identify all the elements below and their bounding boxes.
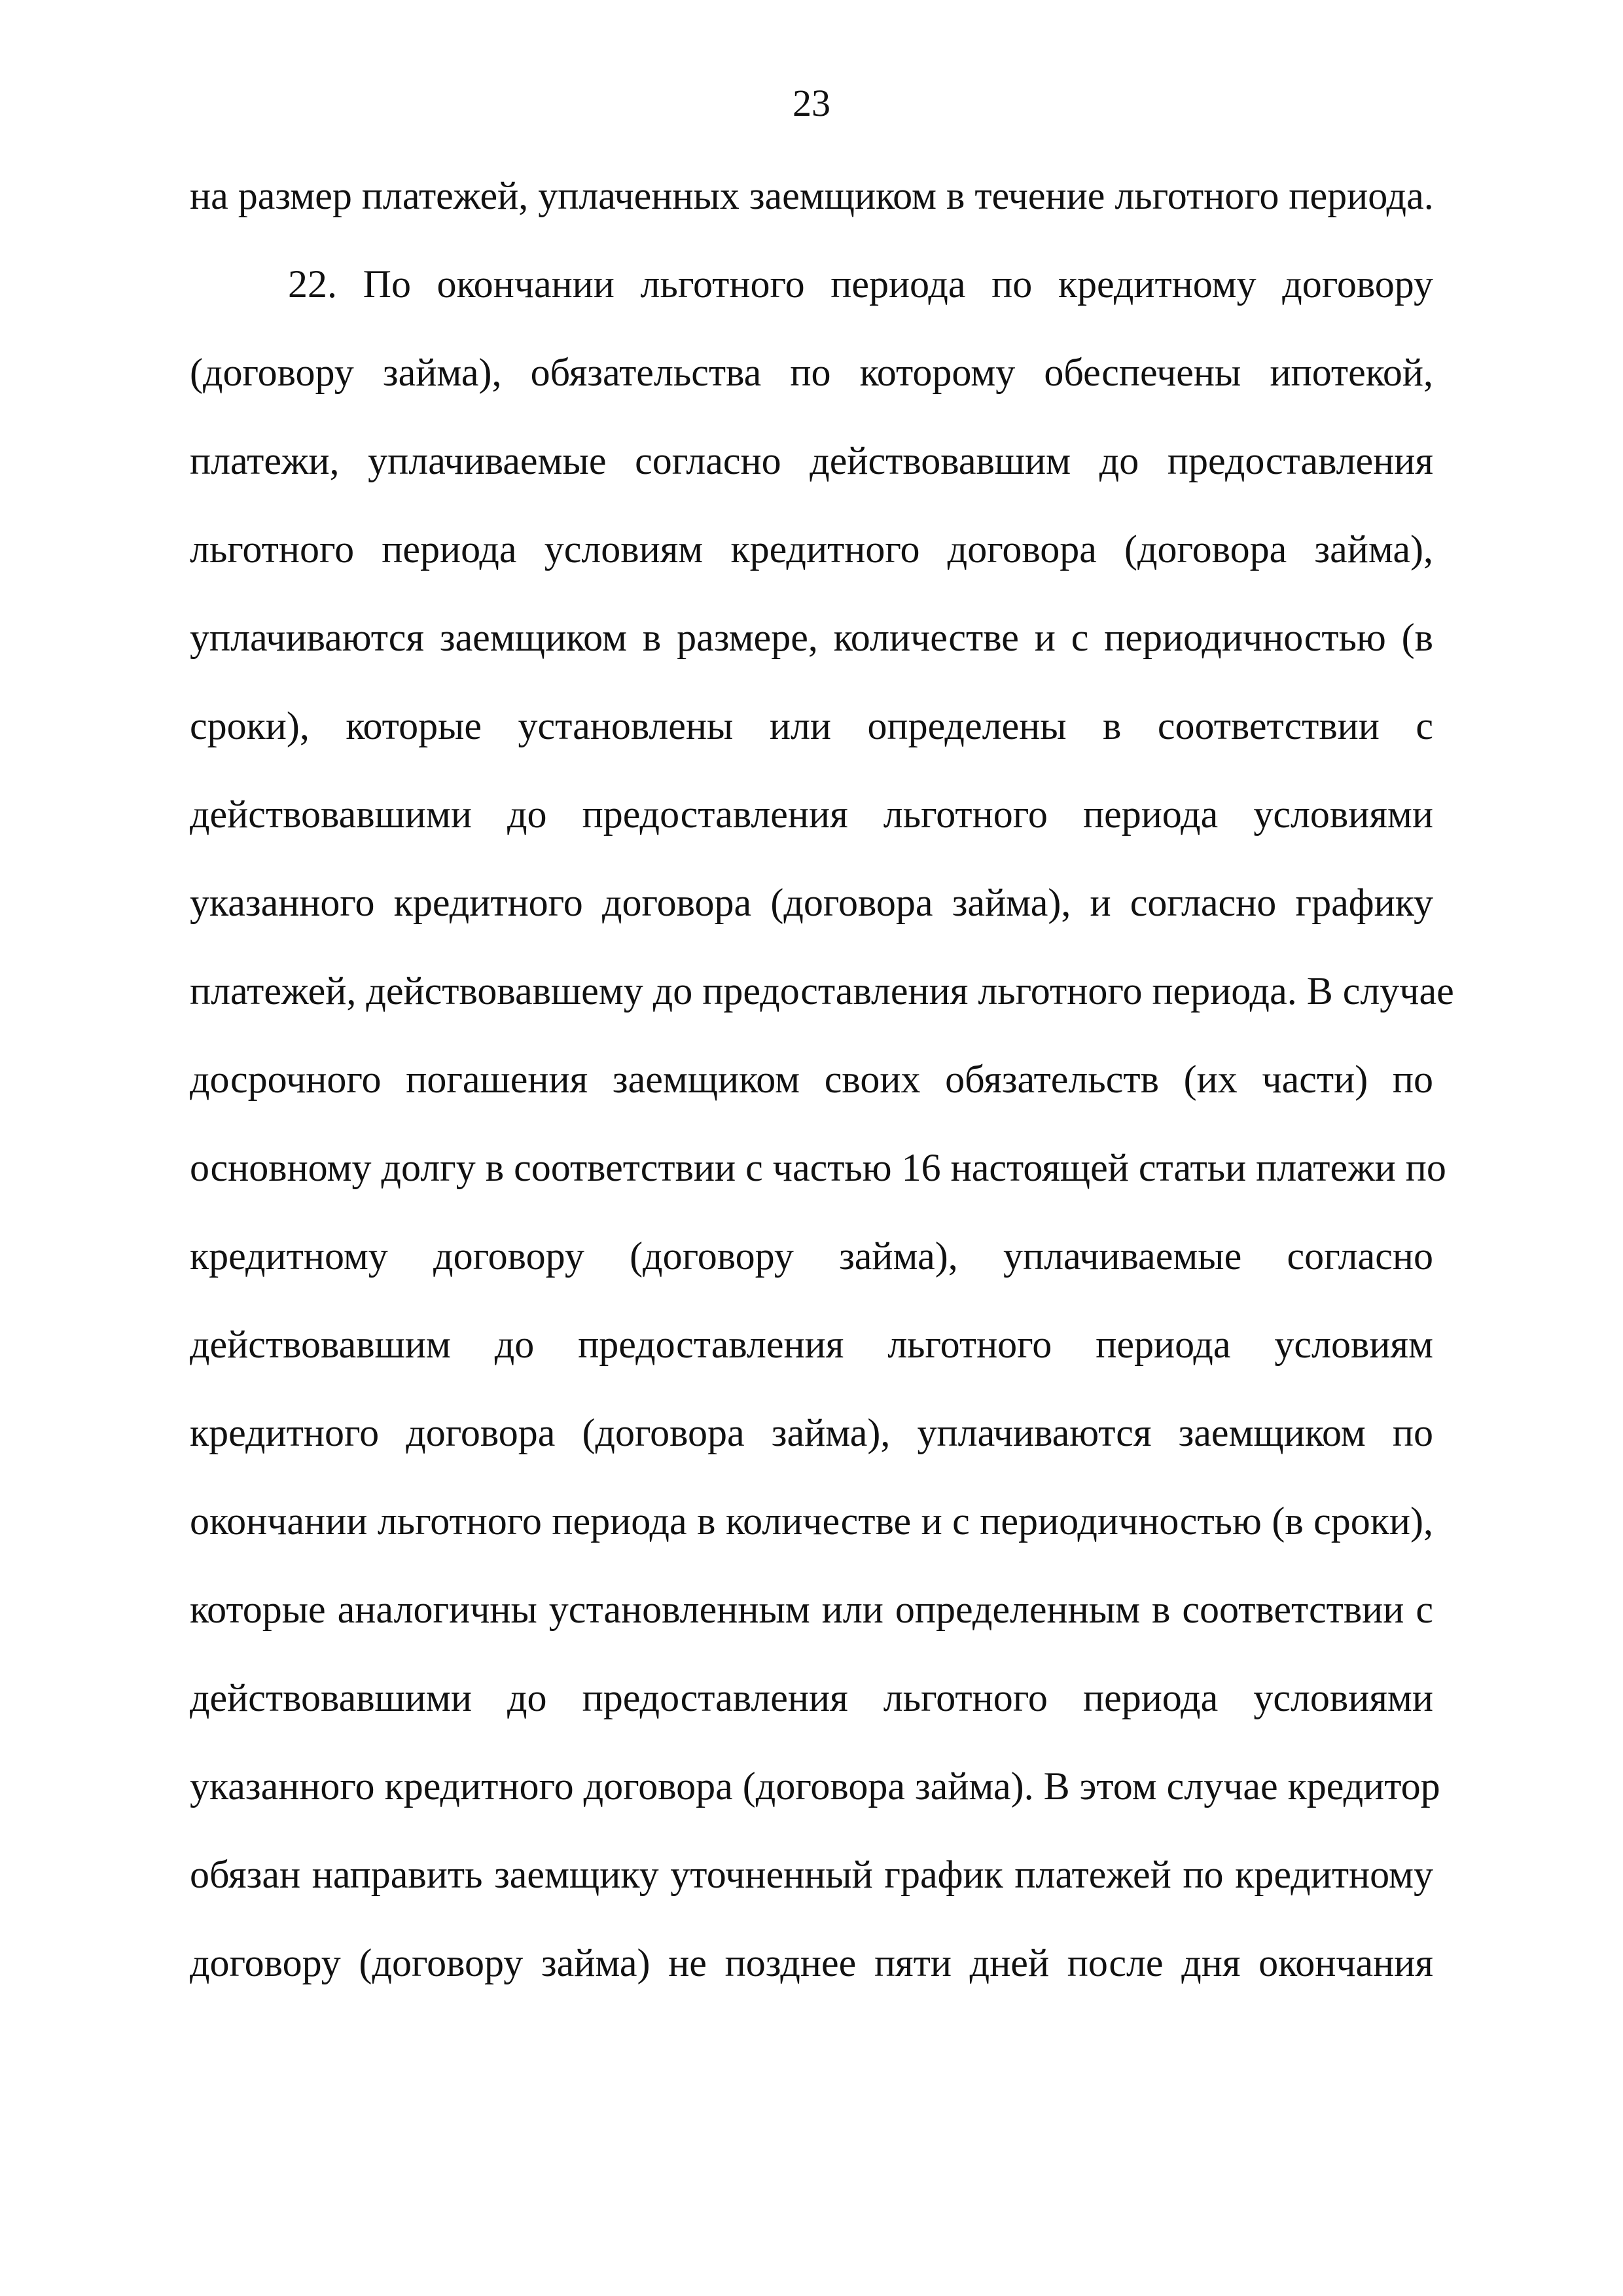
text-line: льготного периода условиям кредитного договора (договора займа), bbox=[190, 528, 1433, 571]
page-number: 23 bbox=[793, 82, 830, 124]
text-line: которые аналогичны установленным или определенным в соответствии с bbox=[190, 1588, 1433, 1631]
text-line: досрочного погашения заемщиком своих обязательств (их части) по bbox=[190, 1058, 1433, 1101]
text-line: окончании льготного периода в количестве и с периодичностью (в сроки), bbox=[190, 1499, 1433, 1543]
text-line: кредитного договора (договора займа), уплачиваются заемщиком по bbox=[190, 1411, 1433, 1454]
text-line: действовавшим до предоставления льготного периода условиям bbox=[190, 1323, 1433, 1366]
text-line: (договору займа), обязательства по которому обеспечены ипотекой, bbox=[190, 351, 1433, 394]
text-line: уплачиваются заемщиком в размере, количестве и с периодичностью (в bbox=[190, 616, 1433, 659]
text-line: 22. По окончании льготного периода по кредитному договору bbox=[288, 262, 1433, 306]
text-line: кредитному договору (договору займа), уплачиваемые согласно bbox=[190, 1234, 1433, 1278]
text-line: обязан направить заемщику уточненный график платежей по кредитному bbox=[190, 1853, 1433, 1896]
text-line: платежи, уплачиваемые согласно действовавшим до предоставления bbox=[190, 439, 1433, 482]
text-line: указанного кредитного договора (договора займа), и согласно графику bbox=[190, 881, 1433, 924]
text-line: на размер платежей, уплаченных заемщиком в течение льготного периода. bbox=[190, 174, 1434, 217]
text-line: основному долгу в соответствии с частью 16 настоящей статьи платежи по bbox=[190, 1146, 1446, 1189]
text-line: договору (договору займа) не позднее пяти дней после дня окончания bbox=[190, 1941, 1433, 1984]
text-line: действовавшими до предоставления льготного периода условиями bbox=[190, 793, 1433, 836]
document-body bbox=[190, 152, 1454, 2007]
text-line: действовавшими до предоставления льготного периода условиями bbox=[190, 1676, 1433, 1719]
text-line: сроки), которые установлены или определены в соответствии с bbox=[190, 704, 1433, 747]
text-line: платежей, действовавшему до предоставления льготного периода. В случае bbox=[190, 969, 1454, 1013]
text-line: указанного кредитного договора (договора займа). В этом случае кредитор bbox=[190, 1765, 1440, 1808]
